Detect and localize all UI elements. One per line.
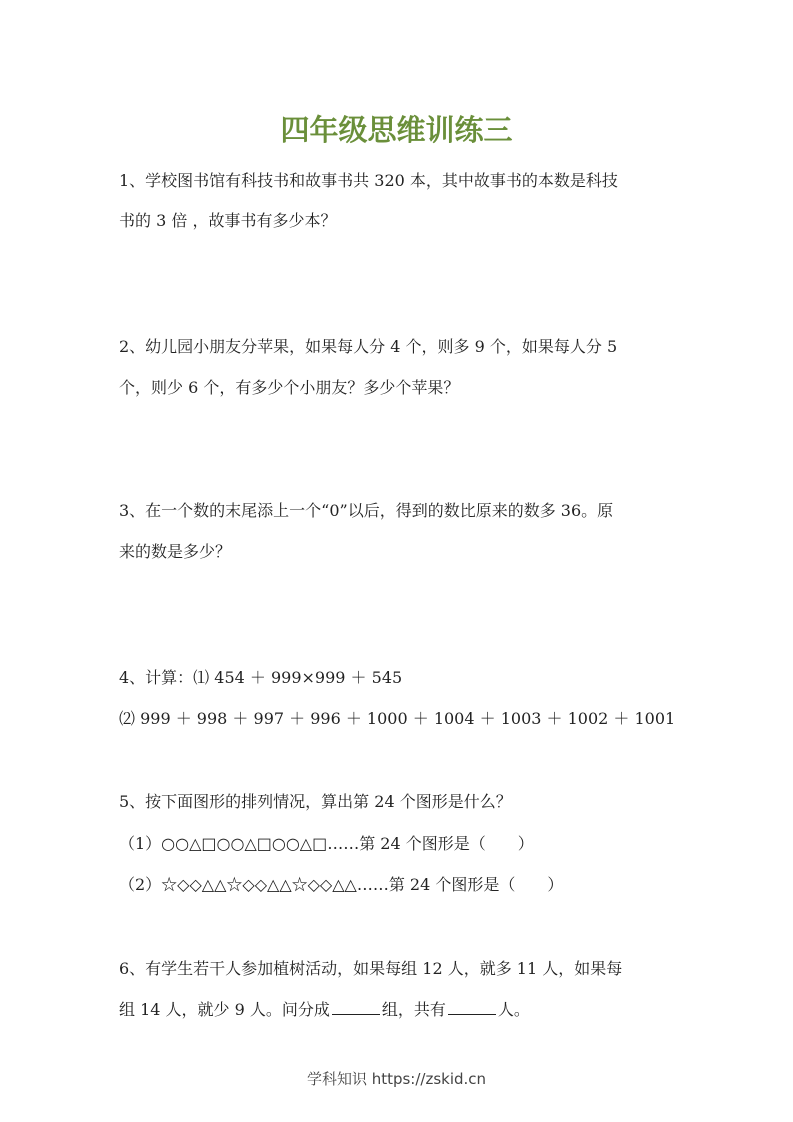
- question-4-line-1: 4、计算：⑴ 454 ＋ 999×999 ＋ 545: [119, 668, 403, 687]
- question-6-line-2: [119, 999, 679, 1021]
- question-6-text-b: 组，共有: [381, 1000, 446, 1019]
- question-1-line-2: 书的 3 倍 ，故事书有多少本？: [119, 211, 337, 230]
- question-3-line-1: 3、在一个数的末尾添上一个“0”以后，得到的数比原来的数多 36。原: [119, 501, 614, 520]
- question-2-line-2: 个，则少 6 个，有多少个小朋友？多少个苹果？: [119, 378, 460, 397]
- question-3-line-2: 来的数是多少？: [119, 542, 232, 561]
- question-6-text-a: 组 14 人，就少 9 人。问分成: [119, 1000, 330, 1019]
- answer-blank-groups[interactable]: [332, 1000, 380, 1015]
- question-1-line-1: 1、学校图书馆有科技书和故事书共 320 本，其中故事书的本数是科技: [119, 171, 618, 190]
- question-6-line-1: 6、有学生若干人参加植树活动，如果每组 12 人，就多 11 人，如果每: [119, 959, 623, 978]
- question-6-text-c: 人。: [497, 1000, 530, 1019]
- question-5-line-2: （1）○○△□○○△□○○△□……第 24 个图形是（ ）: [119, 834, 534, 853]
- question-2-line-1: 2、幼儿园小朋友分苹果，如果每人分 4 个，则多 9 个，如果每人分 5: [119, 337, 618, 356]
- question-4-line-2: ⑵ 999 ＋ 998 ＋ 997 ＋ 996 ＋ 1000 ＋ 1004 ＋ 1003 ＋ 1002 ＋ 1001: [119, 709, 676, 728]
- footer-watermark: 学科知识 https://zskid.cn: [306, 1070, 487, 1088]
- page-title: 四年级思维训练三: [280, 113, 513, 147]
- question-5-line-3: （2）☆◇◇△△☆◇◇△△☆◇◇△△……第 24 个图形是（ ）: [119, 875, 564, 894]
- answer-blank-people[interactable]: [448, 1000, 496, 1015]
- question-5-line-1: 5、按下面图形的排列情况，算出第 24 个图形是什么？: [119, 792, 512, 811]
